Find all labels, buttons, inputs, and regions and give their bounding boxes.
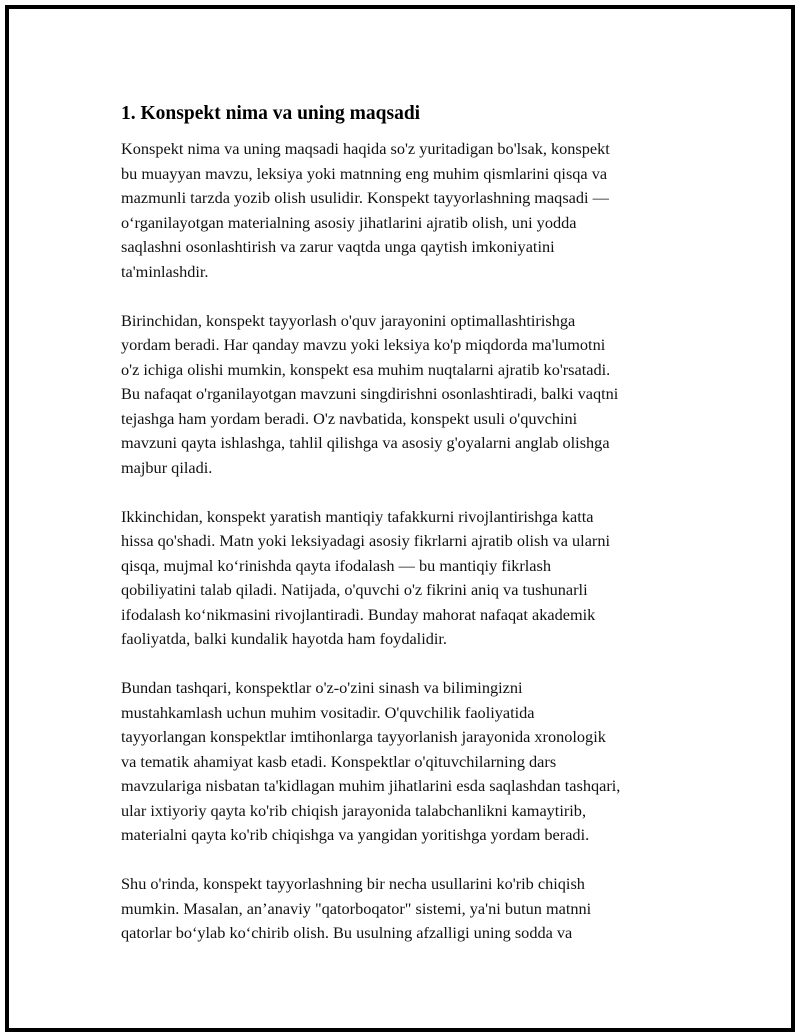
text-line: mazmunli tarzda yozib olish usulidir. Konspekt tayyorlashning maqsadi — bbox=[121, 188, 609, 207]
text-line: Birinchidan, konspekt tayyorlash o'quv jarayonini optimallashtirishga bbox=[121, 310, 576, 330]
text-line: Bu nafaqat o'rganilayotgan mavzuni singdirishni osonlashtiradi, balki vaqtni bbox=[121, 384, 619, 403]
text-line: materialni qayta ko'rib chiqishga va yangidan yoritishga yordam beradi. bbox=[121, 825, 590, 844]
text-line: yordam beradi. Har qanday mavzu yoki leksiya ko'p miqdorda ma'lumotni bbox=[121, 335, 606, 354]
paragraph-second-point bbox=[121, 505, 711, 652]
paragraph-first-point bbox=[121, 309, 711, 481]
text-line: va tematik ahamiyat kasb etadi. Konspektlar o'qituvchilarning dars bbox=[121, 751, 557, 771]
text-line: Ikkinchidan, konspekt yaratish mantiqiy tafakkurni rivojlantirishga katta bbox=[121, 506, 594, 526]
text-line: majbur qiladi. bbox=[121, 457, 213, 477]
text-line: tayyorlangan konspektlar imtihonlarga tayyorlanish jarayonida xronologik bbox=[121, 727, 606, 746]
text-line: ta'minlashdir. bbox=[121, 261, 209, 281]
document-body bbox=[121, 101, 711, 970]
text-line: bu muayyan mavzu, leksiya yoki matnning eng muhim qismlarini qisqa va bbox=[121, 163, 608, 183]
text-line: hissa qo'shadi. Matn yoki leksiyadagi asosiy fikrlarni ajratib olish va ularni bbox=[121, 531, 611, 550]
text-line: Konspekt nima va uning maqsadi haqida so'z yuritadigan bo'lsak, konspekt bbox=[121, 139, 610, 158]
section-heading: 1. Konspekt nima va uning maqsadi bbox=[121, 103, 421, 124]
paragraph-self-check bbox=[121, 676, 711, 848]
text-line: o'z ichiga olishi mumkin, konspekt esa muhim nuqtalarni ajratib ko'rsatadi. bbox=[121, 359, 611, 379]
text-line: saqlashni osonlashtirish va zarur vaqtda unga qaytish imkoniyatini bbox=[121, 237, 555, 256]
text-line: ular ixtiyoriy qayta ko'rib chiqish jarayonida talabchanlikni kamaytirib, bbox=[121, 800, 587, 820]
text-line: o‘rganilayotgan materialning asosiy jihatlarini ajratib olish, uni yodda bbox=[121, 212, 577, 232]
page-frame bbox=[5, 5, 795, 1032]
text-line: mavzuni qayta ishlashga, tahlil qilishga va asosiy g'oyalarni anglab olishga bbox=[121, 433, 610, 452]
text-line: mavzulariga nisbatan ta'kidlagan muhim jihatlarini esda saqlashdan tashqari, bbox=[121, 776, 621, 795]
text-line: Shu o'rinda, konspekt tayyorlashning bir necha usullarini ko'rib chiqish bbox=[121, 874, 585, 893]
paragraph-methods bbox=[121, 872, 711, 946]
text-line: mustahkamlash uchun muhim vositadir. O'quvchilik faoliyatida bbox=[121, 702, 535, 722]
text-line: Bundan tashqari, konspektlar o'z-o'zini sinash va bilimingizni bbox=[121, 678, 523, 697]
text-line: ifodalash ko‘nikmasini rivojlantiradi. Bunday mahorat nafaqat akademik bbox=[121, 604, 596, 624]
text-line: tejashga ham yordam beradi. O'z navbatida, konspekt usuli o'quvchini bbox=[121, 408, 578, 428]
text-line: qatorlar bo‘ylab ko‘chirib olish. Bu usulning afzalligi uning sodda va bbox=[121, 923, 573, 942]
text-line: mumkin. Masalan, an’anaviy "qatorboqator" sistemi, ya'ni butun matnni bbox=[121, 898, 592, 918]
text-line: faoliyatda, balki kundalik hayotda ham foydalidir. bbox=[121, 629, 447, 648]
text-line: qisqa, mujmal ko‘rinishda qayta ifodalash — bu mantiqiy fikrlash bbox=[121, 555, 552, 575]
text-line: qobiliyatini talab qiladi. Natijada, o'quvchi o'z fikrini aniq va tushunarli bbox=[121, 580, 588, 599]
paragraph-definition bbox=[121, 137, 711, 284]
